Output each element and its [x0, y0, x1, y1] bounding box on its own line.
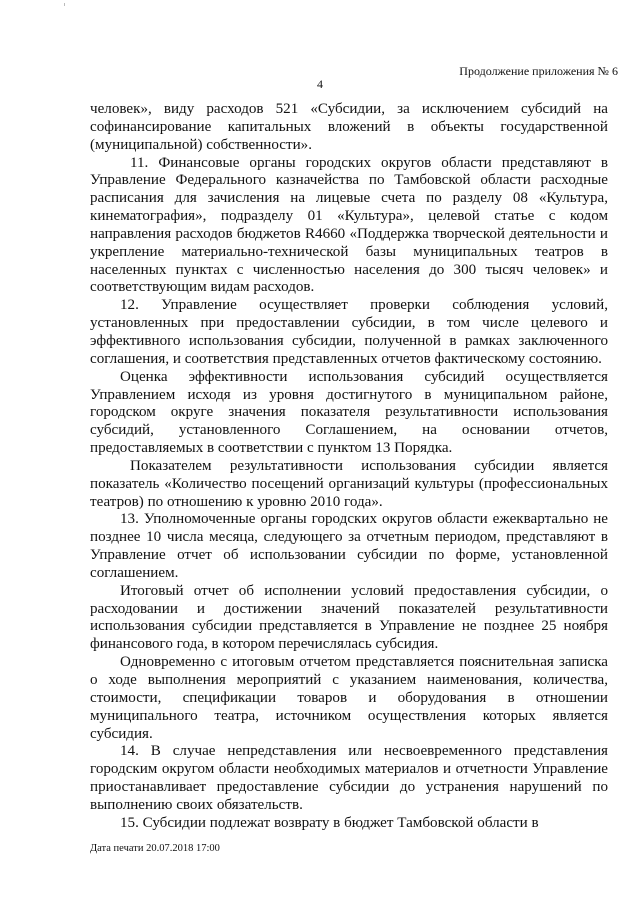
paragraph-explanatory-note: Одновременно с итоговым отчетом представляется пояснительная записка о ходе выполнения мероприятий с указанием наименования, количества, стоимости, спецификации товаров и оборудования в отношении муниципального театра, источником осуществления которых является субсидия.	[90, 654, 608, 742]
paragraph-item-11: 11. Финансовые органы городских округов области представляют в Управление Федерального казначейства по Тамбовской области расходные расписания для зачисления на лицевые счета по разделу 08 «Культура, кинематография», подразделу 01 «Культура», целевой статье с кодом направления расходов бюджетов R4660 «Поддержка творческой деятельности и укрепление материально-технической базы муниципальных театров в населенных пунктах с численностью населения до 300 тысяч человек» и соответствующим видам расходов.	[90, 154, 608, 296]
paragraph-final-report: Итоговый отчет об исполнении условий предоставления субсидии, о расходовании и достижении значений показателей результативности использования субсидии представляется в Управление не позднее 25 ноября финансового года, в котором перечислялась субсидия.	[90, 582, 608, 653]
page-number: 4	[317, 77, 323, 91]
paragraph-item-15: 15. Субсидии подлежат возврату в бюджет Тамбовской области в	[120, 814, 539, 831]
appendix-note: Продолжение приложения № 6	[459, 64, 618, 78]
print-date: Дата печати 20.07.2018 17:00	[90, 843, 220, 854]
paragraph-evaluation: Оценка эффективности использования субсидий осуществляется Управлением исходя из уровня достигнутого в муниципальном районе, городском округе значения показателя результативности использования субсидий, установленного Соглашением, на основании отчетов, предоставляемых в соответствии с пунктом 13 Порядка.	[90, 368, 608, 457]
scan-mark	[64, 3, 65, 6]
paragraph-item-12: 12. Управление осуществляет проверки соблюдения условий, установленных при предоставлении субсидии, в том числе целевого и эффективного использования субсидии, полученной в рамках заключенного соглашения, и соответствия представленных отчетов фактическому состоянию.	[90, 297, 608, 367]
document-body	[90, 101, 608, 833]
paragraph-item-13: 13. Уполномоченные органы городских округов области ежеквартально не позднее 10 числа месяца, следующего за отчетным периодом, представляют в Управление отчет об использовании субсидии по форме, установленной соглашением.	[90, 511, 608, 581]
paragraph-indicator: Показателем результативности использования субсидии является показатель «Количество посещений организаций культуры (профессиональных театров) по отношению к уровню 2010 года».	[90, 457, 608, 510]
paragraph-continuation: человек», виду расходов 521 «Субсидии, за исключением субсидий на софинансирование капитальных вложений в объекты государственной (муниципальной) собственности».	[90, 101, 608, 153]
paragraph-item-14: 14. В случае непредставления или несвоевременного представления городским округом области необходимых материалов и отчетности Управление приостанавливает предоставление субсидии до устранения нарушений по выполнению своих обязательств.	[90, 743, 608, 813]
